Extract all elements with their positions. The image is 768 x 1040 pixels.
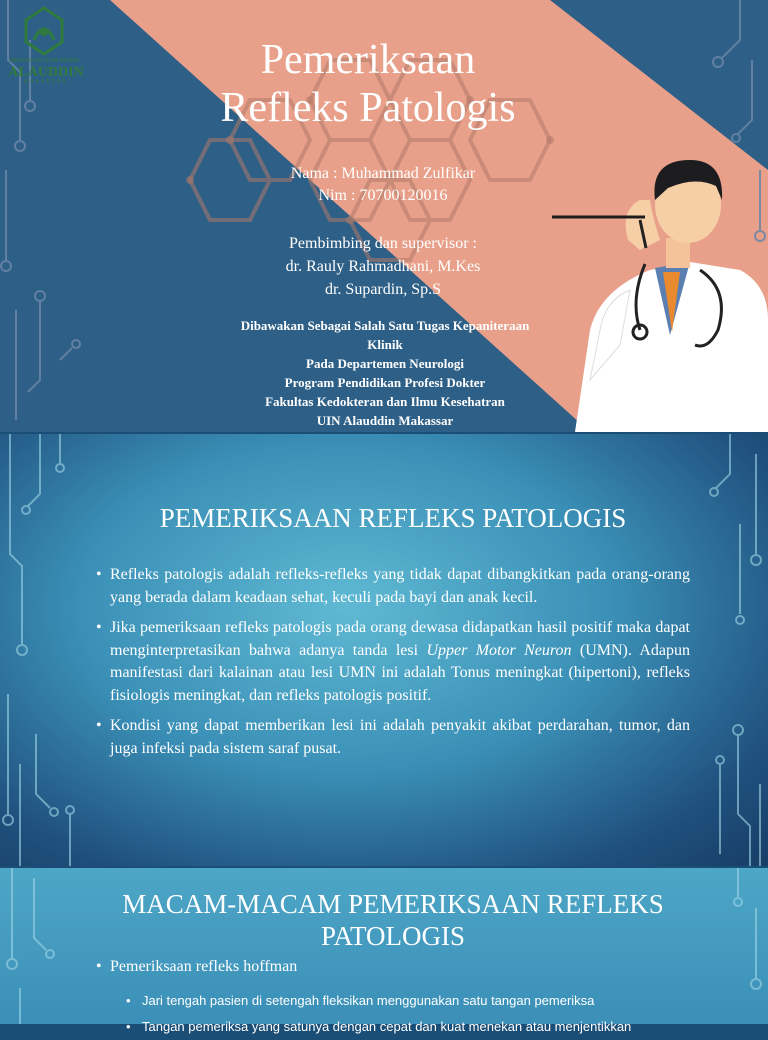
student-name: Nama : Muhammad Zulfikar — [290, 165, 476, 182]
list-item: • Kondisi yang dapat memberikan lesi ini adalah penyakit akibat perdarahan, tumor, dan juga infeksi pada sistem saraf pusat. — [96, 715, 690, 760]
bullet-list — [96, 564, 690, 768]
footer-line: Program Pendidikan Profesi Dokter — [284, 375, 486, 390]
supervisor-info — [200, 232, 566, 301]
list-item: • Pemeriksaan refleks hoffman — [96, 956, 696, 978]
supervisor-label: Pembimbing dan supervisor : — [289, 235, 477, 252]
university-logo — [8, 8, 83, 85]
title-slide — [0, 0, 768, 432]
supervisor-2: dr. Supardin, Sp.S — [324, 281, 441, 298]
supervisor-1: dr. Rauly Rahmadhani, M.Kes — [285, 258, 481, 275]
footer-line: Fakultas Kedokteran dan Ilmu Kesehatran — [265, 394, 505, 409]
title-line-2: PATOLOGIS — [320, 921, 466, 951]
content-slide-definition — [0, 434, 768, 866]
footer-line: Pada Departemen Neurologi — [306, 356, 464, 371]
student-nim: Nim : 70700120016 — [318, 187, 448, 204]
slide-title: PEMERIKSAAN REFLEKS PATOLOGIS — [159, 503, 627, 533]
sub-list-item: • Tangan pemeriksa yang satunya dengan cepat dan kuat menekan atau menjentikkan — [126, 1014, 716, 1040]
title-line-1: MACAM-MACAM PEMERIKSAAN REFLEKS — [122, 889, 664, 919]
presentation-title — [160, 36, 576, 132]
footer-line: UIN Alauddin Makassar — [316, 413, 454, 428]
content-slide-types — [0, 868, 768, 1034]
slide-title — [80, 888, 706, 952]
sub-bullet-list — [126, 988, 716, 1040]
bullet-list — [96, 956, 696, 978]
title-line-2: Refleks Patologis — [220, 85, 516, 131]
logo-top-text: UNIVERSITAS ISLAM NEGERI — [9, 58, 79, 64]
italic-term: Upper Motor Neuron — [426, 641, 572, 659]
footer-line: Klinik — [367, 337, 403, 352]
sub-list-item: • Jari tengah pasien di setengah fleksikan menggunakan satu tangan pemeriksa — [126, 988, 716, 1014]
institution-footer — [180, 316, 590, 430]
list-item: • Refleks patologis adalah refleks-refleks yang tidak dapat dibangkitkan pada orang-orang yang berada dalam keadaan sehat, keculi pada bayi dan anak kecil. — [96, 564, 690, 609]
logo-name: ALAUDDIN — [8, 65, 84, 80]
student-info — [200, 163, 566, 207]
footer-line: Dibawakan Sebagai Salah Satu Tugas Kepaniteraan — [240, 318, 530, 333]
logo-sub: MAKASSAR — [24, 79, 68, 85]
list-item: • Jika pemeriksaan refleks patologis pada orang dewasa didapatkan hasil positif maka dapat menginterpretasikan bahwa adanya tanda lesi Upper Motor Neuron (UMN). Adapun manifestasi dari kalainan atau lesi UMN ini adalah Tonus meningkat (hipertoni), refleks fisiologis meningkat, dan refleks patologis positif. — [96, 617, 690, 707]
title-line-1: Pemeriksaan — [260, 37, 476, 83]
